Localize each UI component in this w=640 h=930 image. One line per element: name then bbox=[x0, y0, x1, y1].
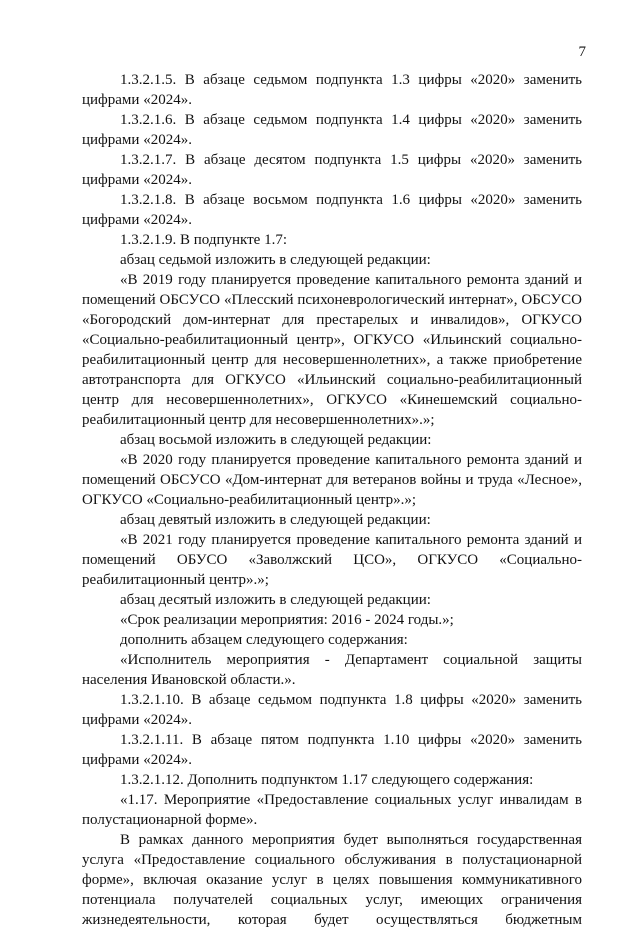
paragraph: «В 2020 году планируется проведение капитального ремонта зданий и помещений ОБСУСО «Дом-интернат для ветеранов войны и труда «Лесное», ОГКУСО «Социально-реабилитационный центр».»; bbox=[82, 452, 582, 508]
paragraph: 1.3.2.1.11. В абзаце пятом подпункта 1.10 цифры «2020» заменить цифрами «2024». bbox=[82, 732, 582, 768]
paragraph: 1.3.2.1.7. В абзаце десятом подпункта 1.5 цифры «2020» заменить цифрами «2024». bbox=[82, 152, 582, 188]
paragraph: 1.3.2.1.8. В абзаце восьмом подпункта 1.6 цифры «2020» заменить цифрами «2024». bbox=[82, 192, 582, 228]
paragraph: абзац седьмой изложить в следующей редакции: bbox=[120, 252, 431, 268]
paragraph: 1.3.2.1.10. В абзаце седьмом подпункта 1.8 цифры «2020» заменить цифрами «2024». bbox=[82, 692, 582, 728]
paragraph: абзац десятый изложить в следующей редакции: bbox=[120, 592, 431, 608]
paragraph: 1.3.2.1.6. В абзаце седьмом подпункта 1.4 цифры «2020» заменить цифрами «2024». bbox=[82, 112, 582, 148]
paragraph: «Срок реализации мероприятия: 2016 - 2024 годы.»; bbox=[120, 612, 454, 628]
paragraph: 1.3.2.1.12. Дополнить подпунктом 1.17 следующего содержания: bbox=[120, 772, 534, 788]
paragraph: дополнить абзацем следующего содержания: bbox=[120, 632, 408, 648]
page-number: 7 bbox=[578, 44, 586, 60]
paragraph: абзац восьмой изложить в следующей редакции: bbox=[120, 432, 432, 448]
paragraph: В рамках данного мероприятия будет выполняться государственная услуга «Предоставление социального обслуживания в полустационарной форме», включая оказание услуг в целях повышения коммуникативного потенциала получателей социальных услуг, имеющих ограничения жизнедеятельности, которая будет осуществляться бюджетным bbox=[82, 832, 582, 928]
paragraph: 1.3.2.1.9. В подпункте 1.7: bbox=[120, 232, 288, 248]
paragraph: 1.3.2.1.5. В абзаце седьмом подпункта 1.3 цифры «2020» заменить цифрами «2024». bbox=[82, 72, 582, 108]
document-body bbox=[82, 70, 582, 930]
paragraph: абзац девятый изложить в следующей редакции: bbox=[120, 512, 431, 528]
paragraph: «1.17. Мероприятие «Предоставление социальных услуг инвалидам в полустационарной форме». bbox=[82, 792, 582, 828]
paragraph: «Исполнитель мероприятия - Департамент социальной защиты населения Ивановской области.». bbox=[82, 652, 582, 688]
paragraph: «В 2019 году планируется проведение капитального ремонта зданий и помещений ОБСУСО «Плесский психоневрологический интернат», ОБСУСО «Богородский дом-интернат для престарелых и инвалидов», ОГКУСО «Социально-реабилитационный центр», ОГКУСО «Ильинский социально-реабилитационный центр для несовершеннолетних», а также приобретение автотранспорта для ОГКУСО «Ильинский социально-реабилитационный центр для несовершеннолетних», ОГКУСО «Кинешемский социально-реабилитационный центр для несовершеннолетних».»; bbox=[82, 272, 582, 428]
paragraph: «В 2021 году планируется проведение капитального ремонта зданий и помещений ОБУСО «Заволжский ЦСО», ОГКУСО «Социально-реабилитационный центр».»; bbox=[82, 532, 582, 588]
